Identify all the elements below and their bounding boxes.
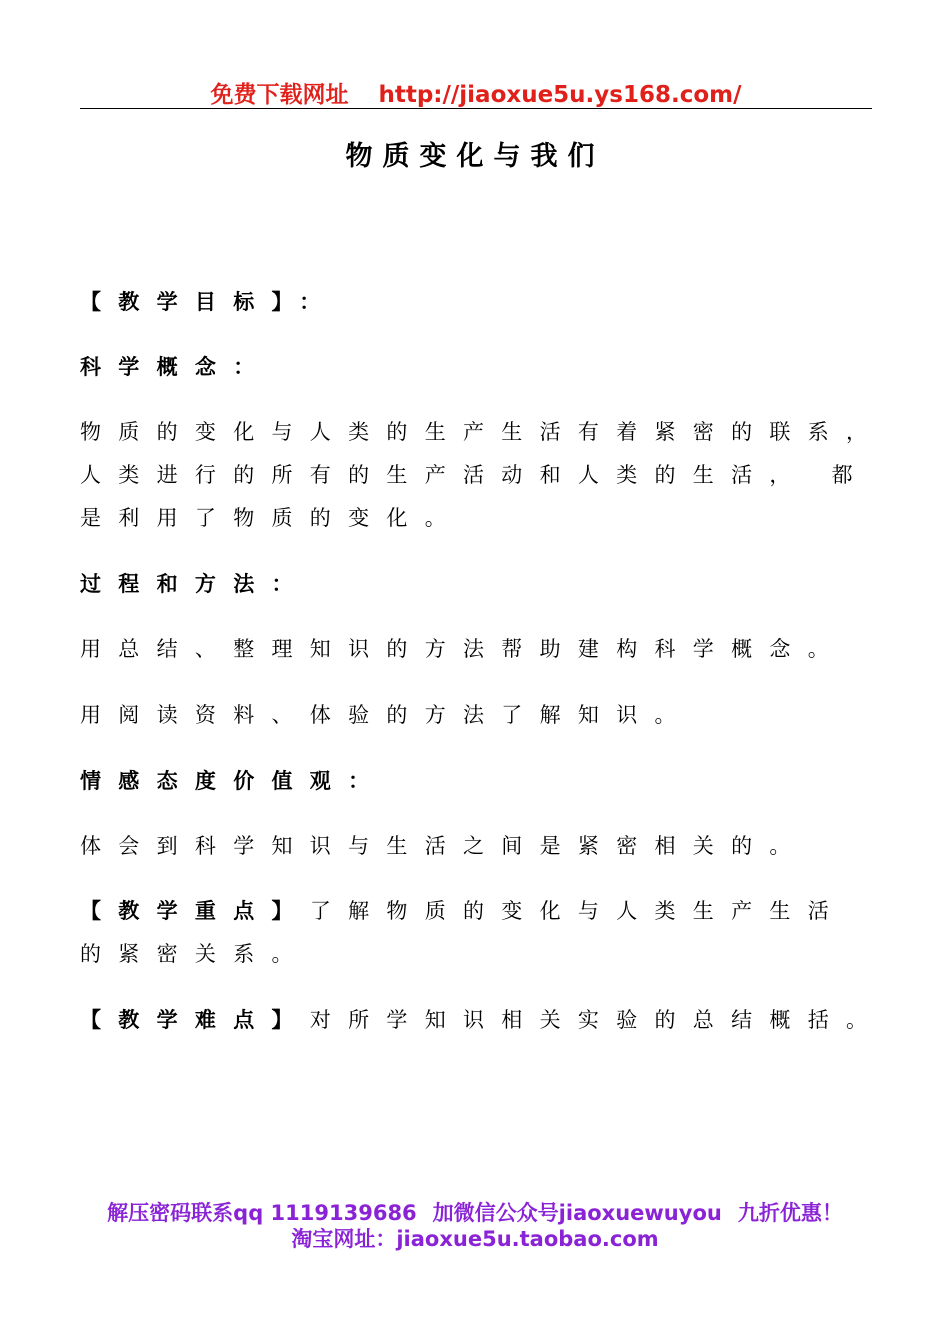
process-item-2: 用阅读资料、体验的方法了解知识。 <box>80 703 693 727</box>
page-title: 物质变化与我们 <box>345 141 605 172</box>
process-item-1: 用总结、整理知识的方法帮助建构科学概念。 <box>80 637 846 661</box>
key-point-line-2: 的紧密关系。 <box>80 942 310 966</box>
concept-line-2: 人类进行的所有的生产活动和人类的生活， 都 <box>80 463 870 487</box>
header-divider <box>80 108 872 109</box>
footer-wechat-label: 加微信公众号 <box>432 1201 559 1225</box>
emotion-heading: 情感态度价值观： <box>80 769 387 793</box>
difficulty-label: 【教学难点】 <box>80 1008 310 1032</box>
concept-line-3: 是利用了物质的变化。 <box>80 506 463 530</box>
difficulty-line <box>80 1005 885 1035</box>
header-url-link[interactable]: http://jiaoxue5u.ys168.com/ <box>378 82 742 108</box>
concept-heading: 科学概念： <box>80 355 272 379</box>
footer-discount: 九折优惠！ <box>737 1201 843 1225</box>
header-label: 免费下载网址 <box>210 82 349 108</box>
footer-taobao-label: 淘宝网址： <box>291 1227 397 1251</box>
key-point-text: 了解物质的变化与人类生产生活 <box>309 899 847 923</box>
key-point-line-1 <box>80 896 872 926</box>
objectives-heading: 【教学目标】： <box>80 290 338 314</box>
key-point-label: 【教学重点】 <box>80 899 310 923</box>
footer-taobao-line <box>0 1223 950 1253</box>
footer-contact-label: 解压密码联系 <box>107 1201 234 1225</box>
footer-qq: qq 1119139686 <box>233 1201 417 1225</box>
footer-wechat-id: jiaoxuewuyou <box>558 1201 722 1225</box>
emotion-item: 体会到科学知识与生活之间是紧密相关的。 <box>80 834 808 858</box>
download-header <box>80 76 872 108</box>
difficulty-text: 对所学知识相关实验的总结概括。 <box>309 1008 885 1032</box>
process-heading: 过程和方法： <box>80 572 310 596</box>
footer-taobao-link[interactable]: jiaoxue5u.taobao.com <box>396 1227 659 1251</box>
concept-line-1: 物质的变化与人类的生产生活有着紧密的联系， <box>80 420 885 444</box>
